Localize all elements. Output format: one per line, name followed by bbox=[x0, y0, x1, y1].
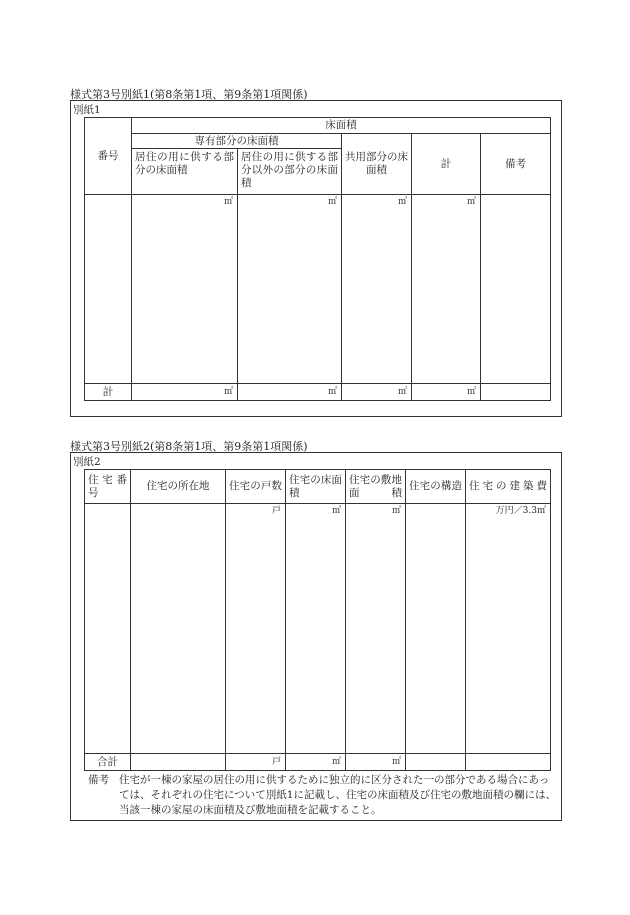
header-location: 住宅の所在地 bbox=[131, 470, 226, 504]
form1-table bbox=[84, 117, 551, 401]
body-number bbox=[85, 195, 132, 384]
header-house-number: 住宅番号 bbox=[85, 470, 131, 504]
body-site-unit: ㎡ bbox=[346, 504, 406, 754]
grand-total-units-unit: 戸 bbox=[226, 754, 286, 771]
total-nonresidential-unit: ㎡ bbox=[238, 384, 342, 401]
grand-total-cost bbox=[466, 754, 551, 771]
note-label: 備考 bbox=[88, 774, 109, 786]
body-units-unit: 戸 bbox=[226, 504, 286, 754]
grand-total-floor-unit: ㎡ bbox=[286, 754, 346, 771]
header-non-residential: 居住の用に供する部分以外の部分の床面積 bbox=[238, 149, 342, 195]
header-site-area: 住宅の敷地面積 bbox=[346, 470, 406, 504]
header-floor-area: 床面積 bbox=[132, 118, 551, 134]
body-structure bbox=[406, 504, 466, 754]
header-exclusive: 専有部分の床面積 bbox=[132, 134, 342, 149]
header-floor-area: 住宅の床面積 bbox=[286, 470, 346, 504]
form1-title: 様式第3号別紙1(第8条第1項、第9条第1項関係) bbox=[70, 88, 308, 101]
header-cost: 住宅の建築費 bbox=[466, 470, 551, 504]
header-units: 住宅の戸数 bbox=[226, 470, 286, 504]
header-remarks: 備考 bbox=[481, 134, 551, 195]
form2-label: 別紙2 bbox=[73, 456, 101, 468]
note-text: 住宅が一棟の家屋の居住の用に供するために独立的に区分された一の部分である場合にあっては、それぞれの住宅について別紙1に記載し、住宅の床面積及び住宅の敷地面積の欄には、当該一棟の家屋の床面積及び敷地面積を記載すること。 bbox=[119, 774, 556, 816]
grand-total-label: 合計 bbox=[85, 754, 131, 771]
grand-total-structure bbox=[406, 754, 466, 771]
total-row-label: 計 bbox=[85, 384, 132, 401]
form1-label: 別紙1 bbox=[73, 104, 101, 116]
body-total-unit: ㎡ bbox=[412, 195, 481, 384]
header-residential: 居住の用に供する部分の床面積 bbox=[132, 149, 238, 195]
form2-title: 様式第3号別紙2(第8条第1項、第9条第1項関係) bbox=[70, 440, 308, 453]
grand-total-site-unit: ㎡ bbox=[346, 754, 406, 771]
body-floor-unit: ㎡ bbox=[286, 504, 346, 754]
body-common-unit: ㎡ bbox=[342, 195, 412, 384]
header-number: 番号 bbox=[85, 118, 132, 195]
grand-total-location bbox=[131, 754, 226, 771]
body-cost-unit: 万円／3.3㎡ bbox=[466, 504, 551, 754]
header-structure: 住宅の構造 bbox=[406, 470, 466, 504]
total-common-unit: ㎡ bbox=[342, 384, 412, 401]
body-house-number bbox=[85, 504, 131, 754]
header-total: 計 bbox=[412, 134, 481, 195]
total-total-unit: ㎡ bbox=[412, 384, 481, 401]
form2-note bbox=[88, 773, 558, 818]
header-common: 共用部分の床面積 bbox=[342, 134, 412, 195]
body-location bbox=[131, 504, 226, 754]
body-remarks bbox=[481, 195, 551, 384]
total-residential-unit: ㎡ bbox=[132, 384, 238, 401]
total-remarks bbox=[481, 384, 551, 401]
body-residential-unit: ㎡ bbox=[132, 195, 238, 384]
body-nonresidential-unit: ㎡ bbox=[238, 195, 342, 384]
form2-table bbox=[84, 469, 551, 771]
